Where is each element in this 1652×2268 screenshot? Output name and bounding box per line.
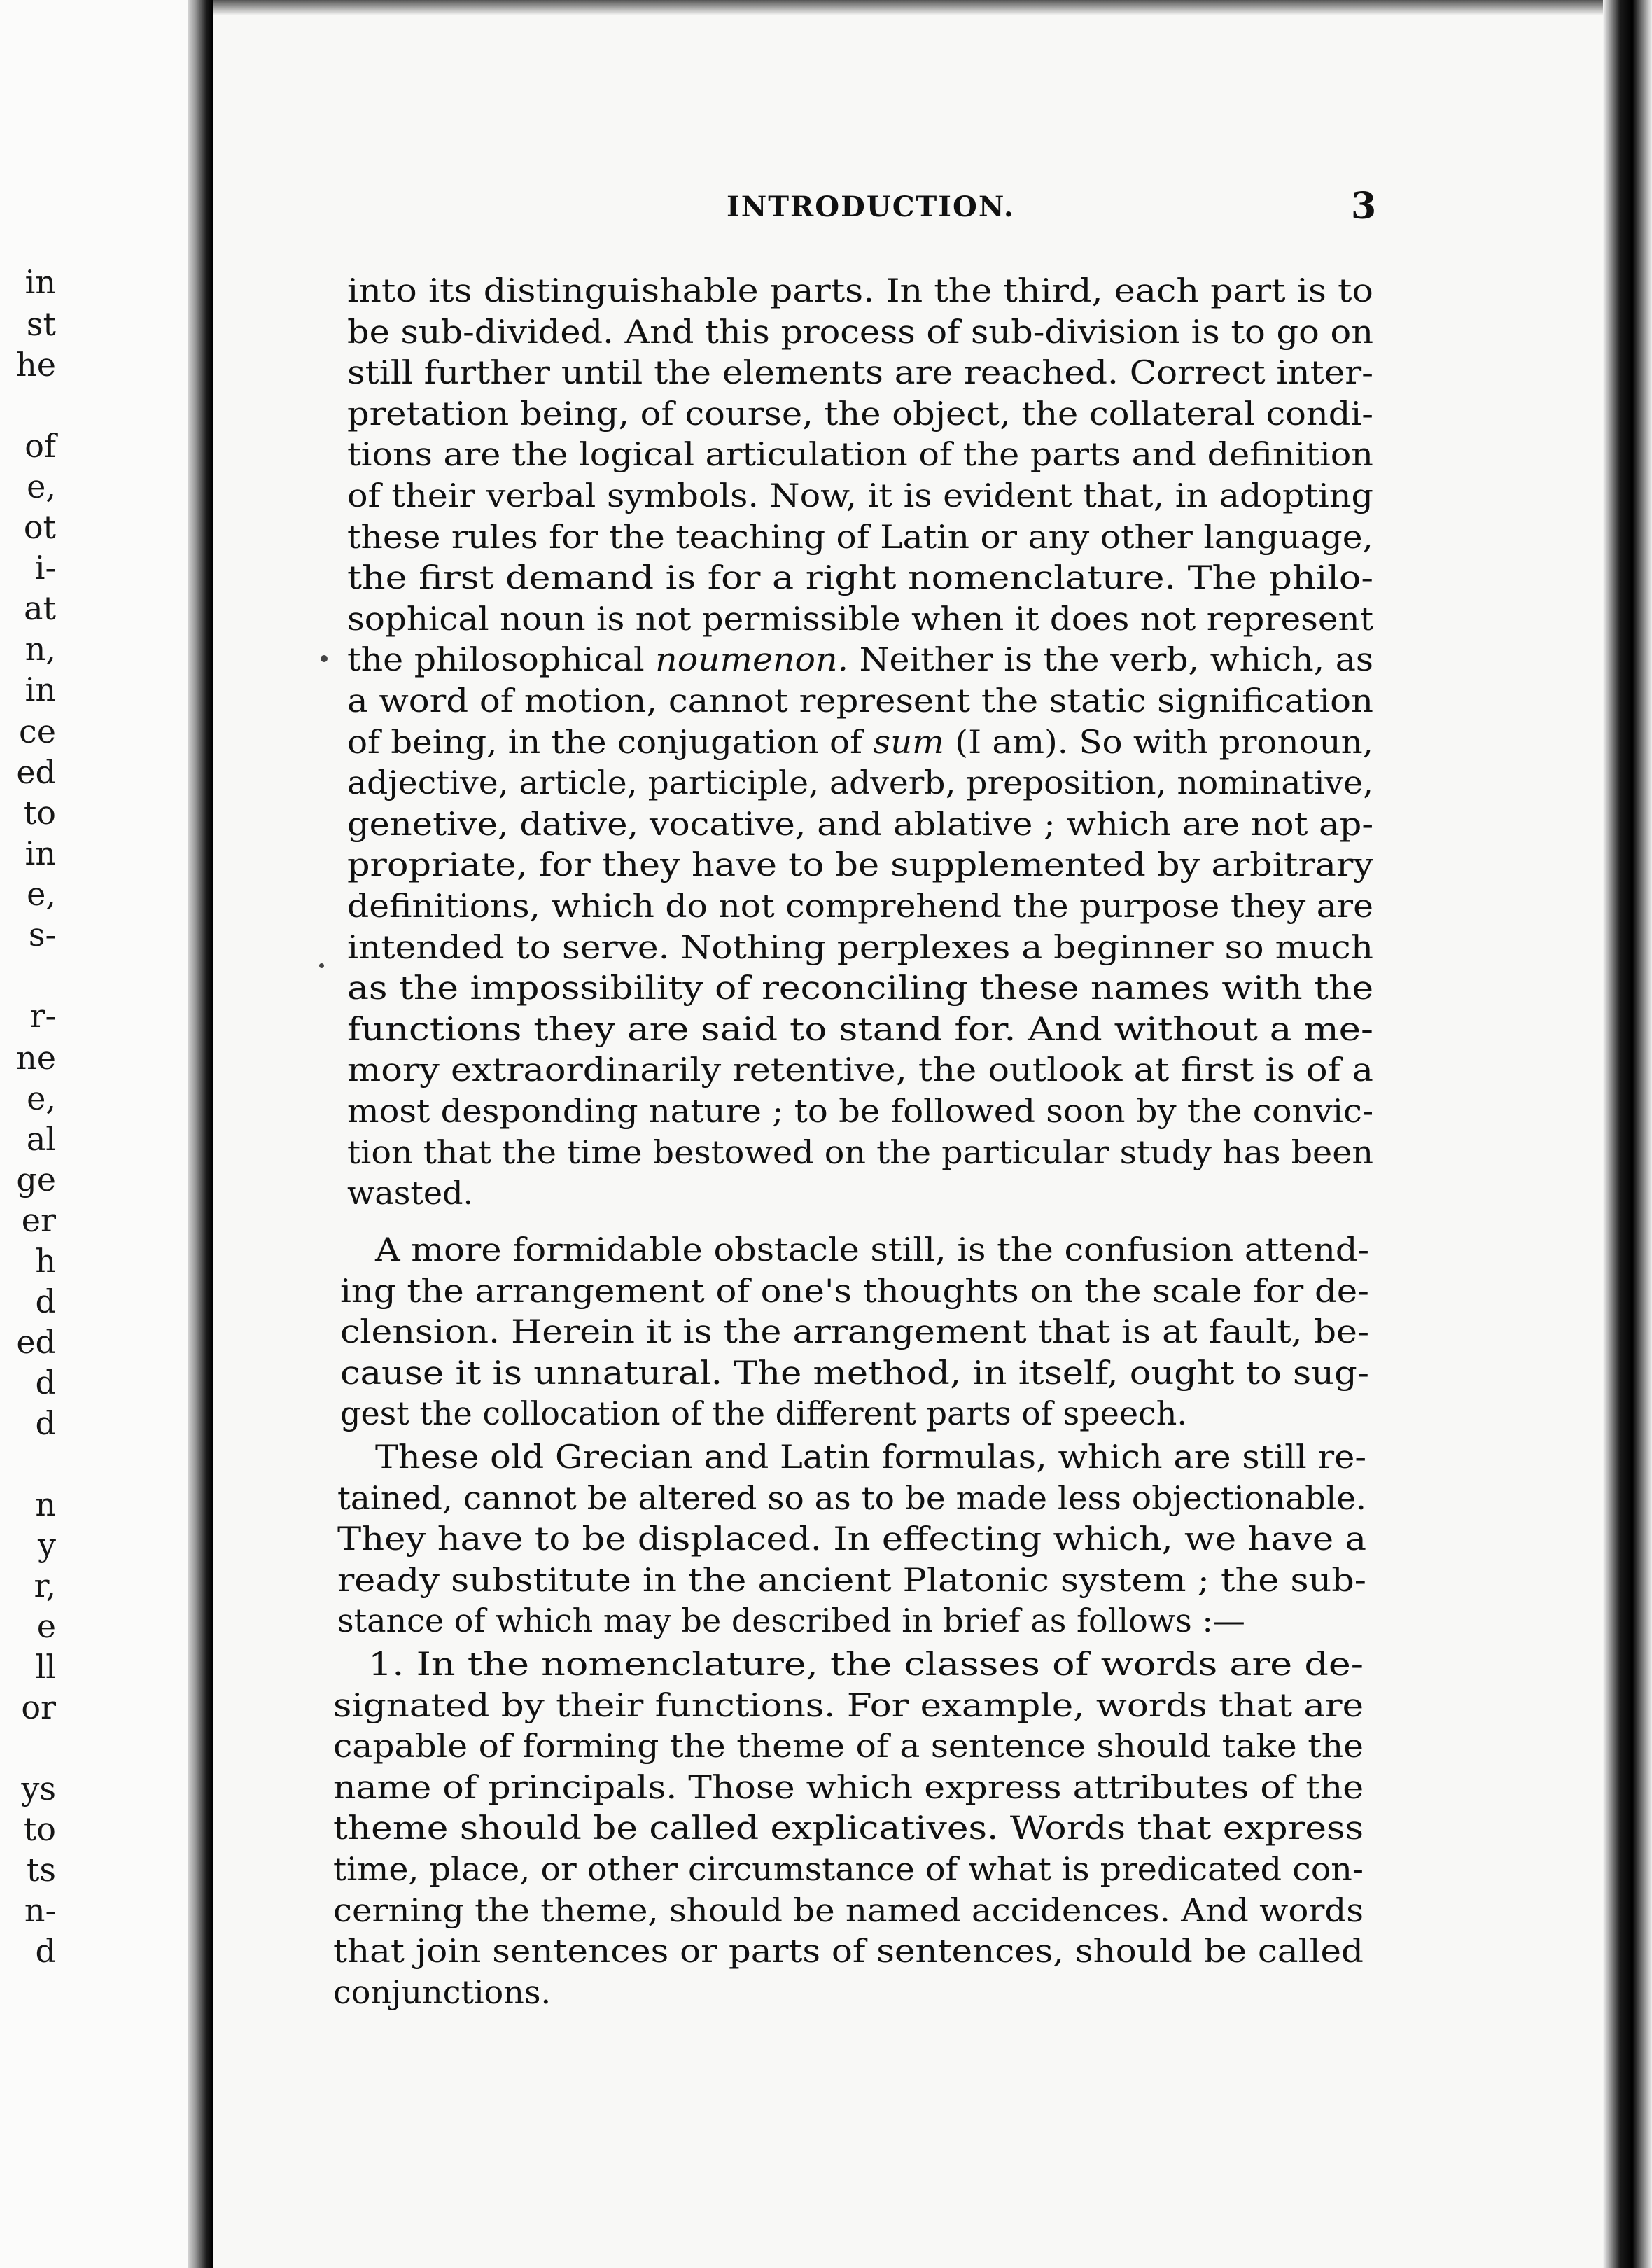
text-line: 1. In the nomenclature, the classes of words are de- [368, 1645, 1364, 1683]
text-line: tions are the logical articulation of the parts and definition [347, 435, 1373, 473]
text-line: tion that the time bestowed on the particular study has been [347, 1133, 1373, 1171]
facing-page-fragment: ge [16, 1161, 56, 1198]
text-line: time, place, or other circumstance of what is predicated con- [333, 1850, 1364, 1888]
facing-page-fragment: ed [16, 1323, 56, 1361]
facing-page-fragment: y [38, 1526, 56, 1564]
text-line: signated by their functions. For example, words that are [333, 1686, 1364, 1724]
facing-page-fragment: of [24, 427, 56, 465]
facing-page-fragment: in [24, 671, 56, 708]
facing-page-fragment: d [35, 1404, 56, 1442]
text-line: pretation being, of course, the object, the collateral condi- [347, 395, 1373, 433]
facing-page-fragment: in [24, 263, 56, 301]
facing-page-fragment: ot [23, 508, 56, 546]
text-line: cause it is unnatural. The method, in itself, ought to sug- [340, 1354, 1369, 1392]
text-line: intended to serve. Nothing perplexes a beginner so much [347, 928, 1374, 966]
facing-page-fragment: d [35, 1282, 56, 1320]
text-line: capable of forming the theme of a sentence should take the [333, 1727, 1364, 1765]
text-line: They have to be displaced. In effecting which, we have a [337, 1520, 1367, 1558]
text-line: most desponding nature ; to be followed soon by the convic- [347, 1092, 1374, 1130]
text-line: still further until the elements are reached. Correct inter- [347, 354, 1374, 391]
text-line: the first demand is for a right nomenclature. The philo- [347, 559, 1373, 596]
page-top-shadow [213, 0, 1632, 15]
facing-page-fragment: at [24, 589, 56, 627]
facing-page-fragment: e, [27, 1079, 56, 1117]
text-line: conjunctions. [333, 1973, 552, 2011]
text-line: sophical noun is not permissible when it does not represent [347, 600, 1374, 638]
text-line: propriate, for they have to be supplemented by arbitrary [347, 846, 1374, 883]
facing-page-fragment: st [26, 305, 56, 343]
page-number: 3 [1351, 185, 1377, 227]
facing-page-fragment: ne [16, 1039, 56, 1077]
text-line: clension. Herein it is the arrangement that is at fault, be- [340, 1312, 1370, 1350]
text-line: ready substitute in the ancient Platonic system ; the sub- [337, 1561, 1366, 1599]
facing-page-fragment: e, [27, 875, 56, 913]
facing-page-fragment: n [35, 1485, 56, 1523]
text-line: wasted. [347, 1174, 474, 1212]
text-line: genetive, dative, vocative, and ablative ; which are not ap- [347, 805, 1374, 843]
facing-page-fragment: ll [35, 1648, 56, 1686]
text-line: stance of which may be described in brief as follows :— [337, 1602, 1245, 1639]
facing-page-fragment: n- [24, 1891, 56, 1929]
text-line: of being, in the conjugation of sum (I am). So with pronoun, [347, 723, 1374, 761]
text-line: name of principals. Those which express attributes of the [333, 1768, 1364, 1806]
facing-page-fragment: or [21, 1688, 56, 1726]
facing-page-fragment: to [23, 794, 56, 832]
text-line: gest the collocation of the different parts of speech. [340, 1394, 1188, 1432]
facing-page-fragment: r, [34, 1567, 56, 1604]
facing-page-fragment: he [16, 346, 56, 384]
text-line: theme should be called explicatives. Words that express [333, 1809, 1364, 1847]
text-line: a word of motion, cannot represent the static signification [347, 682, 1373, 720]
facing-page-fragment: er [21, 1201, 56, 1239]
text-line: cerning the theme, should be named accidences. And words [333, 1891, 1364, 1929]
facing-page-fragment: al [26, 1120, 56, 1158]
text-line: of their verbal symbols. Now, it is evident that, in adopting [347, 477, 1373, 514]
facing-page-fragment: to [23, 1810, 56, 1848]
text-line: adjective, article, participle, adverb, preposition, nominative, [347, 764, 1373, 802]
facing-page-edge [0, 0, 188, 2268]
text-line: as the impossibility of reconciling these names with the [347, 969, 1374, 1007]
page-right-edge [1603, 0, 1652, 2268]
text-line: definitions, which do not comprehend the purpose they are [347, 887, 1373, 925]
text-line: mory extraordinarily retentive, the outlook at first is of a [347, 1051, 1373, 1088]
text-line: A more formidable obstacle still, is the confusion attend- [375, 1231, 1370, 1268]
text-line: functions they are said to stand for. And without a me- [347, 1010, 1373, 1048]
facing-page-fragment: d [35, 1932, 56, 1970]
facing-page-fragment: e [36, 1607, 56, 1645]
facing-page-fragment: ed [16, 753, 56, 791]
facing-page-fragment: s- [28, 916, 56, 953]
text-line: ing the arrangement of one's thoughts on the scale for de- [340, 1272, 1369, 1310]
text-line: these rules for the teaching of Latin or any other language, [347, 518, 1373, 556]
facing-page-fragment: i- [34, 549, 56, 587]
text-line: into its distinguishable parts. In the third, each part is to [347, 272, 1373, 309]
facing-page-fragment: ce [19, 713, 56, 750]
margin-speck [321, 655, 328, 662]
facing-page-fragment: ys [21, 1770, 56, 1807]
facing-page-fragment: n, [24, 630, 56, 668]
book-gutter [188, 0, 213, 2268]
facing-page-fragment: in [24, 834, 56, 872]
text-line: the philosophical noumenon. Neither is the verb, which, as [347, 640, 1374, 678]
facing-page-fragment: r- [29, 997, 56, 1035]
facing-page-fragment: d [35, 1364, 56, 1401]
facing-page-fragment: h [35, 1242, 56, 1280]
facing-page-fragment: e, [27, 468, 56, 505]
text-line: These old Grecian and Latin formulas, which are still re- [375, 1438, 1367, 1476]
margin-speck [319, 963, 324, 968]
text-line: that join sentences or parts of sentences, should be called [333, 1932, 1364, 1970]
text-line: tained, cannot be altered so as to be made less objectionable. [337, 1479, 1366, 1517]
text-line: be sub-divided. And this process of sub-division is to go on [347, 313, 1373, 351]
facing-page-fragment: ts [26, 1851, 56, 1889]
running-head: INTRODUCTION. [727, 190, 1015, 223]
